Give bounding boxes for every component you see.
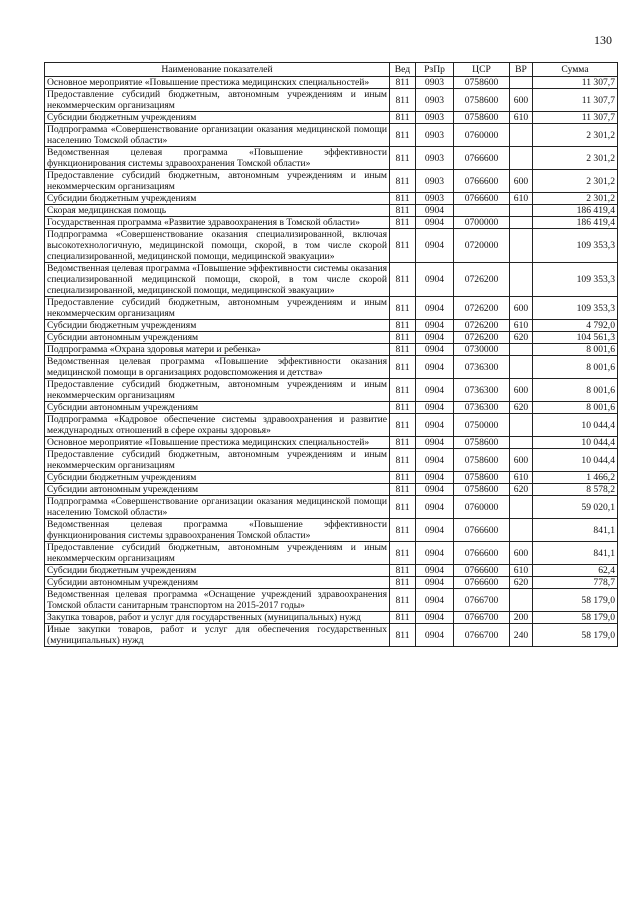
row-name: Субсидии автономным учреждениям (45, 332, 390, 344)
table-row (45, 414, 618, 437)
row-name: Ведомственная целевая программа «Повышение эффективности оказания медицинской помощи в организациях родовспоможения и детства» (45, 356, 390, 379)
row-name: Ведомственная целевая программа «Повышение эффективности системы оказания специализированной медицинской помощи, скорой, в том числе скорой специализированной, медицинской помощи, медицинской эвакуации» (45, 263, 390, 297)
row-csr: 0766600 (454, 147, 510, 170)
row-rzpr: 0903 (416, 77, 454, 89)
row-csr: 0760000 (454, 124, 510, 147)
row-sum: 58 179,0 (533, 589, 618, 612)
row-vr (510, 344, 533, 356)
row-ved: 811 (390, 77, 416, 89)
table-row (45, 170, 618, 193)
row-sum: 11 307,7 (533, 112, 618, 124)
row-sum: 11 307,7 (533, 89, 618, 112)
row-ved: 811 (390, 170, 416, 193)
row-sum: 841,1 (533, 519, 618, 542)
row-vr (510, 217, 533, 229)
row-vr (510, 124, 533, 147)
row-ved: 811 (390, 297, 416, 320)
row-name: Скорая медицинская помощь (45, 205, 390, 217)
row-name: Субсидии автономным учреждениям (45, 484, 390, 496)
row-ved: 811 (390, 356, 416, 379)
table-row (45, 356, 618, 379)
row-rzpr: 0904 (416, 437, 454, 449)
row-name: Субсидии бюджетным учреждениям (45, 112, 390, 124)
row-name: Государственная программа «Развитие здравоохранения в Томской области» (45, 217, 390, 229)
row-ved: 811 (390, 437, 416, 449)
row-vr: 600 (510, 542, 533, 565)
row-vr: 610 (510, 565, 533, 577)
row-vr: 620 (510, 402, 533, 414)
row-csr: 0758600 (454, 112, 510, 124)
row-vr (510, 229, 533, 263)
row-vr: 600 (510, 170, 533, 193)
row-sum: 104 561,3 (533, 332, 618, 344)
table-row (45, 77, 618, 89)
row-rzpr: 0904 (416, 612, 454, 624)
row-sum: 109 353,3 (533, 297, 618, 320)
row-rzpr: 0904 (416, 542, 454, 565)
row-rzpr: 0904 (416, 356, 454, 379)
row-csr: 0766600 (454, 577, 510, 589)
row-rzpr: 0904 (416, 472, 454, 484)
table-row (45, 496, 618, 519)
row-ved: 811 (390, 402, 416, 414)
row-csr: 0736300 (454, 356, 510, 379)
row-csr: 0700000 (454, 217, 510, 229)
row-csr: 0766600 (454, 170, 510, 193)
table-row (45, 589, 618, 612)
row-ved: 811 (390, 472, 416, 484)
row-name: Предоставление субсидий бюджетным, автономным учреждениям и иным некоммерческим организациям (45, 170, 390, 193)
row-ved: 811 (390, 217, 416, 229)
row-sum: 109 353,3 (533, 263, 618, 297)
row-name: Подпрограмма «Совершенствование оказания специализированной, включая высокотехнологичную, медицинской помощи, скорой, в том числе скорой специализированной, медицинской помощи, медицинской эвакуации» (45, 229, 390, 263)
row-rzpr: 0904 (416, 402, 454, 414)
row-csr: 0750000 (454, 414, 510, 437)
table-row (45, 193, 618, 205)
row-rzpr: 0904 (416, 379, 454, 402)
table-row (45, 437, 618, 449)
row-vr: 610 (510, 112, 533, 124)
row-ved: 811 (390, 519, 416, 542)
table-row (45, 297, 618, 320)
row-name: Подпрограмма «Кадровое обеспечение системы здравоохранения и развитие международных отношений в сфере охраны здоровья» (45, 414, 390, 437)
row-sum: 58 179,0 (533, 624, 618, 647)
row-ved: 811 (390, 589, 416, 612)
row-ved: 811 (390, 379, 416, 402)
header-vr: ВР (510, 63, 533, 77)
row-csr: 0766600 (454, 193, 510, 205)
row-csr: 0758600 (454, 472, 510, 484)
row-vr: 620 (510, 484, 533, 496)
row-rzpr: 0903 (416, 124, 454, 147)
row-csr: 0720000 (454, 229, 510, 263)
table-row (45, 332, 618, 344)
row-vr: 620 (510, 332, 533, 344)
table-row (45, 89, 618, 112)
budget-table (44, 62, 618, 647)
row-csr: 0760000 (454, 496, 510, 519)
row-rzpr: 0904 (416, 449, 454, 472)
row-rzpr: 0903 (416, 89, 454, 112)
row-name: Предоставление субсидий бюджетным, автономным учреждениям и иным некоммерческим организациям (45, 542, 390, 565)
row-rzpr: 0904 (416, 496, 454, 519)
row-rzpr: 0903 (416, 112, 454, 124)
row-name: Субсидии автономным учреждениям (45, 577, 390, 589)
row-csr: 0726200 (454, 320, 510, 332)
row-rzpr: 0904 (416, 519, 454, 542)
row-sum: 11 307,7 (533, 77, 618, 89)
row-ved: 811 (390, 624, 416, 647)
table-header-row (45, 63, 618, 77)
row-rzpr: 0904 (416, 484, 454, 496)
row-csr: 0726200 (454, 332, 510, 344)
row-ved: 811 (390, 124, 416, 147)
table-row (45, 612, 618, 624)
row-ved: 811 (390, 193, 416, 205)
row-vr (510, 589, 533, 612)
row-vr: 600 (510, 89, 533, 112)
table-row (45, 124, 618, 147)
row-vr (510, 77, 533, 89)
row-sum: 186 419,4 (533, 205, 618, 217)
row-name: Субсидии автономным учреждениям (45, 402, 390, 414)
row-name: Подпрограмма «Совершенствование организации оказания медицинской помощи населению Томской области» (45, 124, 390, 147)
row-csr: 0736300 (454, 379, 510, 402)
row-name: Подпрограмма «Совершенствование организации оказания медицинской помощи населению Томской области» (45, 496, 390, 519)
row-ved: 811 (390, 414, 416, 437)
row-vr (510, 356, 533, 379)
row-vr: 610 (510, 320, 533, 332)
row-ved: 811 (390, 229, 416, 263)
header-csr: ЦСР (454, 63, 510, 77)
row-ved: 811 (390, 263, 416, 297)
row-csr: 0726200 (454, 297, 510, 320)
row-sum: 2 301,2 (533, 170, 618, 193)
row-sum: 186 419,4 (533, 217, 618, 229)
row-vr: 610 (510, 472, 533, 484)
row-csr (454, 205, 510, 217)
row-ved: 811 (390, 205, 416, 217)
table-row (45, 624, 618, 647)
row-vr: 600 (510, 379, 533, 402)
row-rzpr: 0904 (416, 229, 454, 263)
row-rzpr: 0904 (416, 332, 454, 344)
table-row (45, 472, 618, 484)
row-name: Основное мероприятие «Повышение престижа медицинских специальностей» (45, 437, 390, 449)
table-row (45, 112, 618, 124)
row-ved: 811 (390, 449, 416, 472)
row-csr: 0758600 (454, 484, 510, 496)
table-row (45, 519, 618, 542)
row-csr: 0758600 (454, 437, 510, 449)
row-name: Ведомственная целевая программа «Повышение эффективности функционирования системы здравоохранения Томской области» (45, 147, 390, 170)
row-ved: 811 (390, 344, 416, 356)
row-ved: 811 (390, 542, 416, 565)
row-sum: 1 466,2 (533, 472, 618, 484)
table-row (45, 205, 618, 217)
row-csr: 0766700 (454, 624, 510, 647)
row-ved: 811 (390, 496, 416, 519)
row-sum: 2 301,2 (533, 147, 618, 170)
row-rzpr: 0903 (416, 170, 454, 193)
row-vr: 610 (510, 193, 533, 205)
header-name: Наименование показателей (45, 63, 390, 77)
row-ved: 811 (390, 89, 416, 112)
row-sum: 2 301,2 (533, 193, 618, 205)
table-row (45, 320, 618, 332)
page-number: 130 (594, 33, 612, 47)
row-name: Закупка товаров, работ и услуг для государственных (муниципальных) нужд (45, 612, 390, 624)
row-vr (510, 147, 533, 170)
row-rzpr: 0904 (416, 344, 454, 356)
row-csr: 0766700 (454, 612, 510, 624)
row-ved: 811 (390, 612, 416, 624)
row-rzpr: 0904 (416, 217, 454, 229)
row-ved: 811 (390, 484, 416, 496)
row-csr: 0758600 (454, 449, 510, 472)
table-row (45, 379, 618, 402)
row-vr: 620 (510, 577, 533, 589)
row-csr: 0736300 (454, 402, 510, 414)
row-vr (510, 263, 533, 297)
row-rzpr: 0904 (416, 577, 454, 589)
row-vr: 600 (510, 449, 533, 472)
table-row (45, 402, 618, 414)
row-sum: 62,4 (533, 565, 618, 577)
row-sum: 109 353,3 (533, 229, 618, 263)
row-name: Предоставление субсидий бюджетным, автономным учреждениям и иным некоммерческим организациям (45, 89, 390, 112)
row-rzpr: 0904 (416, 624, 454, 647)
row-ved: 811 (390, 147, 416, 170)
table-row (45, 449, 618, 472)
row-name: Подпрограмма «Охрана здоровья матери и ребенка» (45, 344, 390, 356)
row-name: Субсидии бюджетным учреждениям (45, 320, 390, 332)
row-vr (510, 414, 533, 437)
row-sum: 59 020,1 (533, 496, 618, 519)
row-sum: 8 001,6 (533, 344, 618, 356)
row-csr: 0766700 (454, 589, 510, 612)
table-body (45, 77, 618, 647)
row-sum: 8 001,6 (533, 356, 618, 379)
row-ved: 811 (390, 332, 416, 344)
row-name: Предоставление субсидий бюджетным, автономным учреждениям и иным некоммерческим организациям (45, 379, 390, 402)
row-vr: 600 (510, 297, 533, 320)
row-csr: 0758600 (454, 77, 510, 89)
header-ved: Вед (390, 63, 416, 77)
header-sum: Сумма (533, 63, 618, 77)
row-ved: 811 (390, 565, 416, 577)
row-sum: 58 179,0 (533, 612, 618, 624)
row-sum: 8 001,6 (533, 402, 618, 414)
row-name: Предоставление субсидий бюджетным, автономным учреждениям и иным некоммерческим организациям (45, 297, 390, 320)
row-rzpr: 0903 (416, 193, 454, 205)
row-name: Иные закупки товаров, работ и услуг для обеспечения государственных (муниципальных) нужд (45, 624, 390, 647)
row-ved: 811 (390, 112, 416, 124)
table-row (45, 484, 618, 496)
table-row (45, 565, 618, 577)
row-name: Ведомственная целевая программа «Оснащение учреждений здравоохранения Томской области санитарным транспортом на 2015-2017 годы» (45, 589, 390, 612)
row-sum: 2 301,2 (533, 124, 618, 147)
row-ved: 811 (390, 577, 416, 589)
row-csr: 0766600 (454, 565, 510, 577)
table-row (45, 147, 618, 170)
table-row (45, 542, 618, 565)
row-sum: 4 792,0 (533, 320, 618, 332)
row-vr (510, 496, 533, 519)
row-sum: 10 044,4 (533, 414, 618, 437)
table-row (45, 577, 618, 589)
row-vr (510, 205, 533, 217)
row-csr: 0758600 (454, 89, 510, 112)
row-name: Основное мероприятие «Повышение престижа медицинских специальностей» (45, 77, 390, 89)
row-sum: 8 001,6 (533, 379, 618, 402)
table-row (45, 229, 618, 263)
row-vr: 200 (510, 612, 533, 624)
row-ved: 811 (390, 320, 416, 332)
row-rzpr: 0904 (416, 565, 454, 577)
row-csr: 0766600 (454, 542, 510, 565)
row-vr (510, 519, 533, 542)
row-sum: 841,1 (533, 542, 618, 565)
row-vr: 240 (510, 624, 533, 647)
table-row (45, 217, 618, 229)
row-rzpr: 0904 (416, 205, 454, 217)
row-rzpr: 0904 (416, 414, 454, 437)
row-rzpr: 0904 (416, 320, 454, 332)
row-rzpr: 0903 (416, 147, 454, 170)
row-vr (510, 437, 533, 449)
table-row (45, 344, 618, 356)
row-sum: 10 044,4 (533, 449, 618, 472)
row-rzpr: 0904 (416, 297, 454, 320)
row-name: Субсидии бюджетным учреждениям (45, 565, 390, 577)
row-csr: 0726200 (454, 263, 510, 297)
header-rzpr: РзПр (416, 63, 454, 77)
row-sum: 10 044,4 (533, 437, 618, 449)
row-sum: 778,7 (533, 577, 618, 589)
row-name: Субсидии бюджетным учреждениям (45, 193, 390, 205)
row-sum: 8 578,2 (533, 484, 618, 496)
row-name: Субсидии бюджетным учреждениям (45, 472, 390, 484)
table-row (45, 263, 618, 297)
row-csr: 0766600 (454, 519, 510, 542)
row-name: Предоставление субсидий бюджетным, автономным учреждениям и иным некоммерческим организациям (45, 449, 390, 472)
row-name: Ведомственная целевая программа «Повышение эффективности функционирования системы здравоохранения Томской области» (45, 519, 390, 542)
row-csr: 0730000 (454, 344, 510, 356)
row-rzpr: 0904 (416, 589, 454, 612)
row-rzpr: 0904 (416, 263, 454, 297)
